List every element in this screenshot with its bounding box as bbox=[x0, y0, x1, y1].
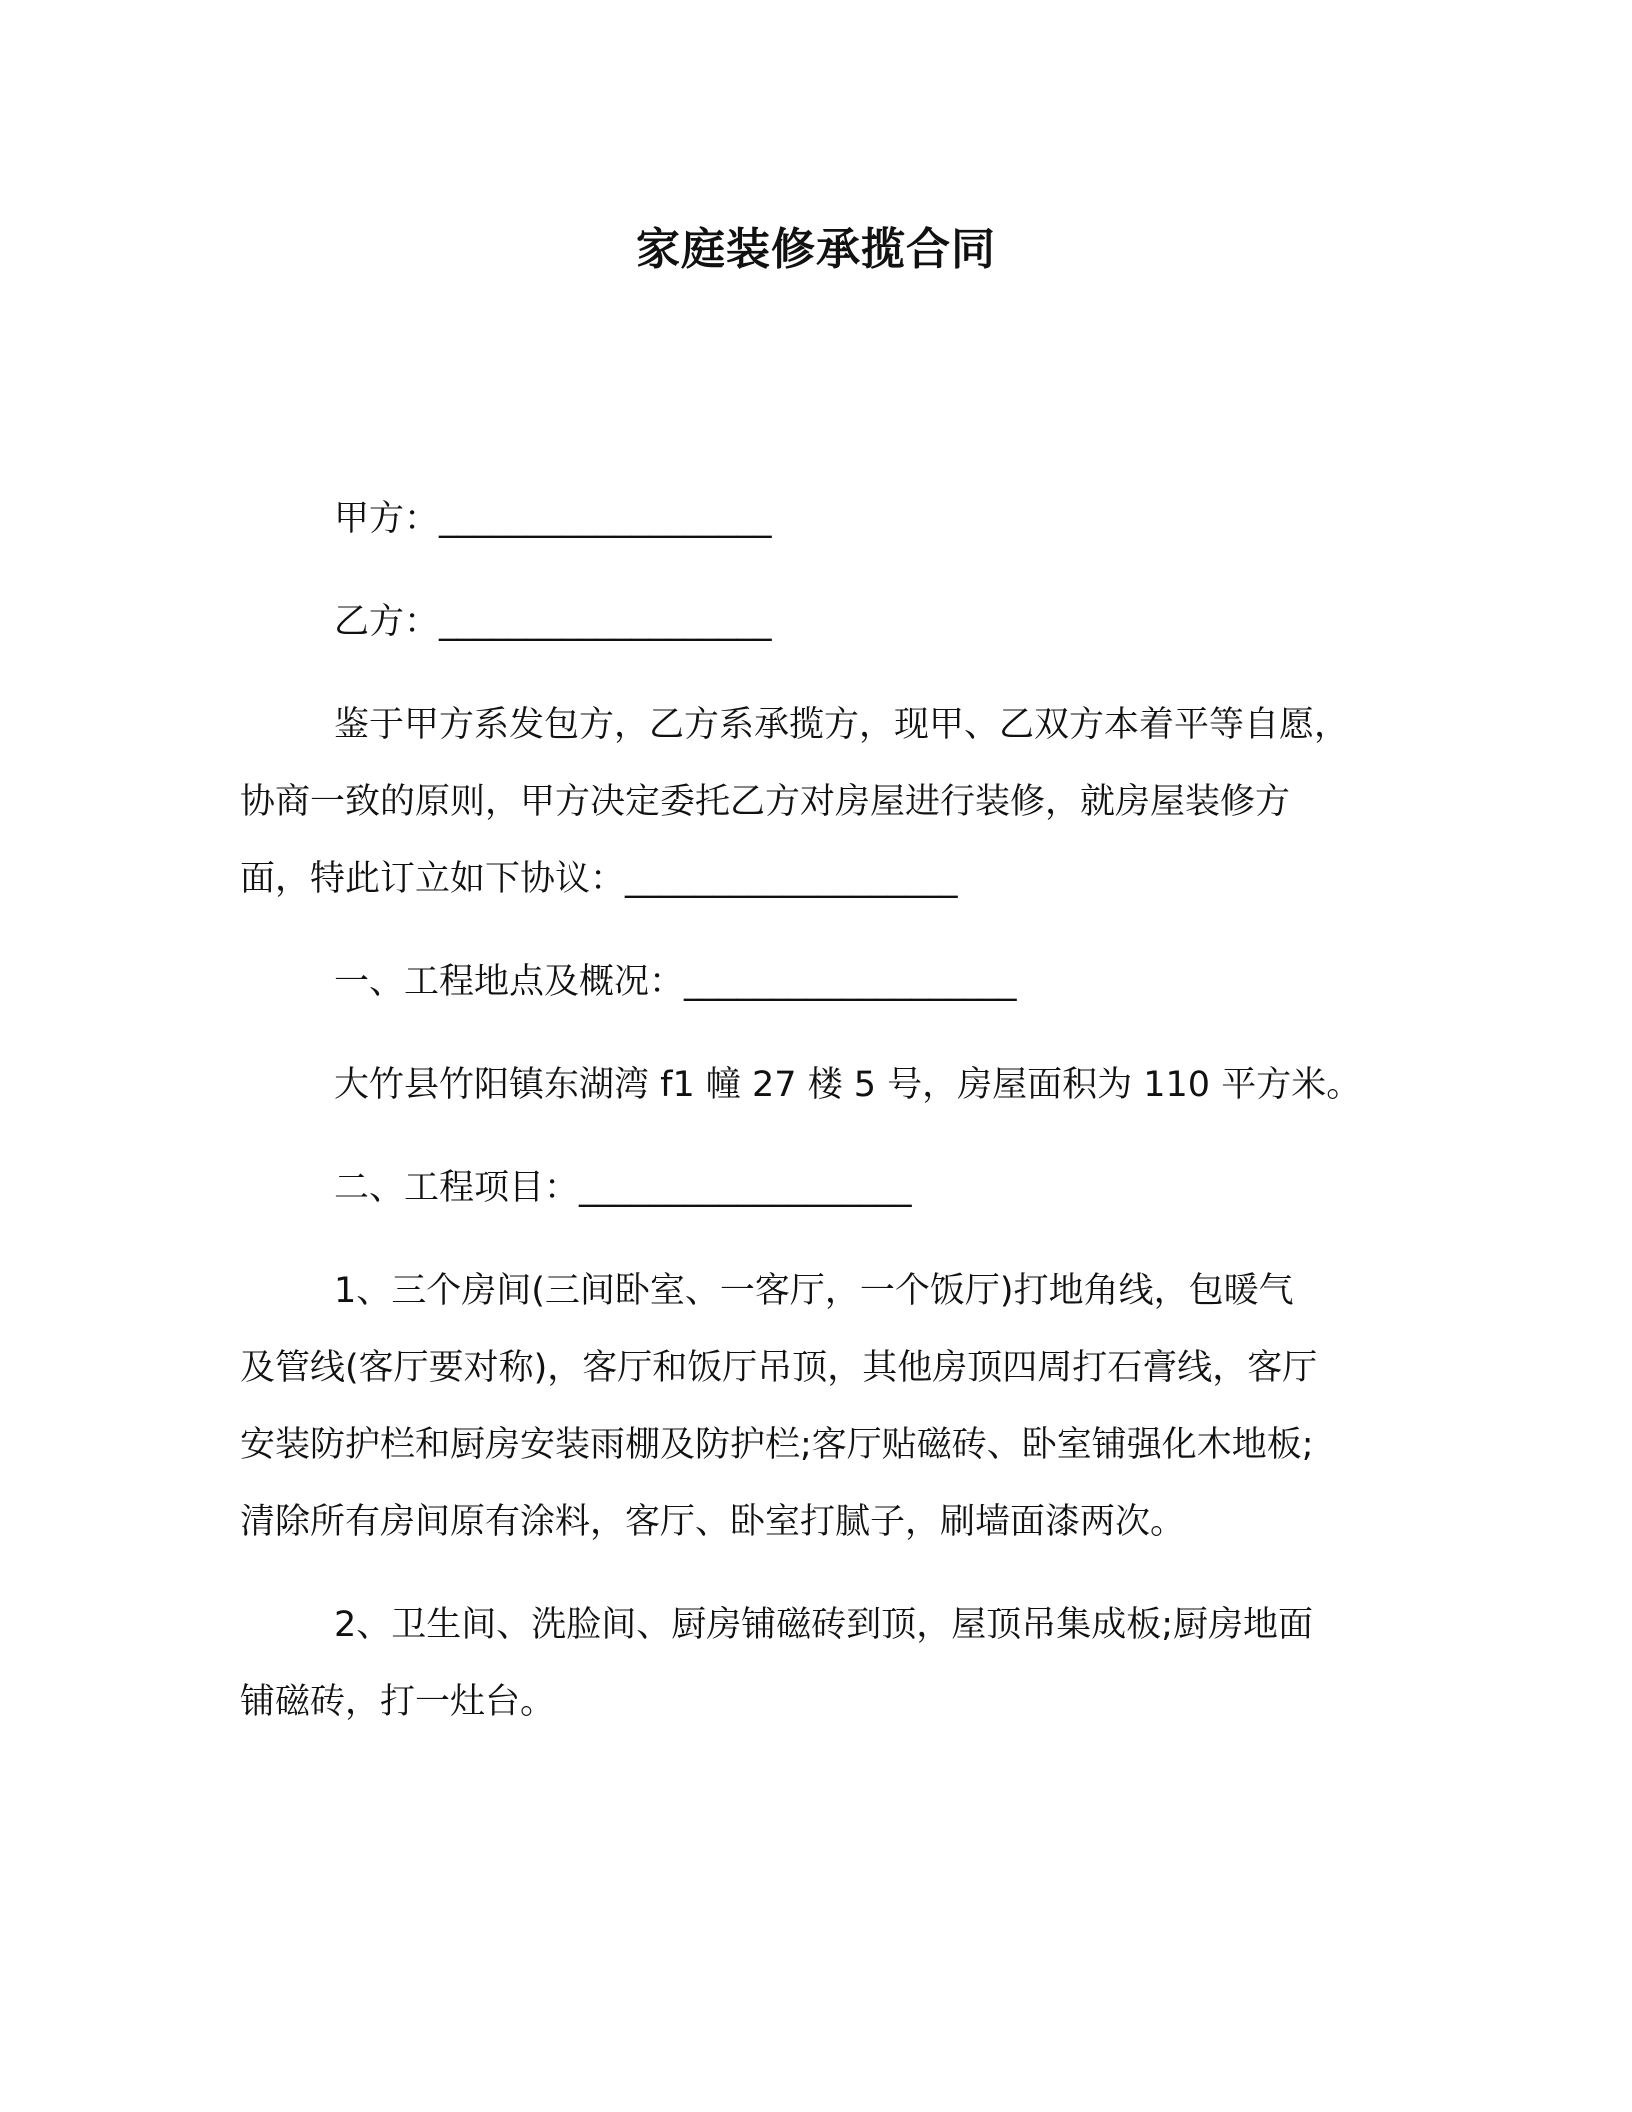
item-1-line-2: 及管线(客厅要对称)，客厅和饭厅吊顶，其他房顶四周打石膏线，客厅 bbox=[240, 1348, 1318, 1388]
section-1-heading: 一、工程地点及概况：___________________ bbox=[334, 962, 1017, 1002]
preamble-line-2: 协商一致的原则，甲方决定委托乙方对房屋进行装修，就房屋装修方 bbox=[240, 782, 1291, 822]
party-a-line: 甲方：___________________ bbox=[334, 499, 772, 539]
item-2-line-2: 铺磁砖，打一灶台。 bbox=[240, 1682, 556, 1722]
document-title: 家庭装修承揽合同 bbox=[636, 224, 996, 275]
party-b-line: 乙方：___________________ bbox=[334, 602, 772, 642]
preamble-line-3: 面，特此订立如下协议：___________________ bbox=[240, 859, 958, 899]
section-1-text: 大竹县竹阳镇东湖湾 f1 幢 27 楼 5 号，房屋面积为 110 平方米。 bbox=[334, 1065, 1362, 1105]
item-1-line-4: 清除所有房间原有涂料，客厅、卧室打腻子，刷墙面漆两次。 bbox=[240, 1502, 1186, 1542]
item-1-line-1: 1、三个房间(三间卧室、一客厅，一个饭厅)打地角线，包暖气 bbox=[334, 1271, 1294, 1311]
preamble-line-1: 鉴于甲方系发包方，乙方系承揽方，现甲、乙双方本着平等自愿， bbox=[334, 705, 1350, 745]
section-2-heading: 二、工程项目：___________________ bbox=[334, 1168, 912, 1208]
item-1-line-3: 安装防护栏和厨房安装雨棚及防护栏;客厅贴磁砖、卧室铺强化木地板; bbox=[240, 1425, 1314, 1465]
item-2-line-1: 2、卫生间、洗脸间、厨房铺磁砖到顶，屋顶吊集成板;厨房地面 bbox=[334, 1605, 1314, 1645]
